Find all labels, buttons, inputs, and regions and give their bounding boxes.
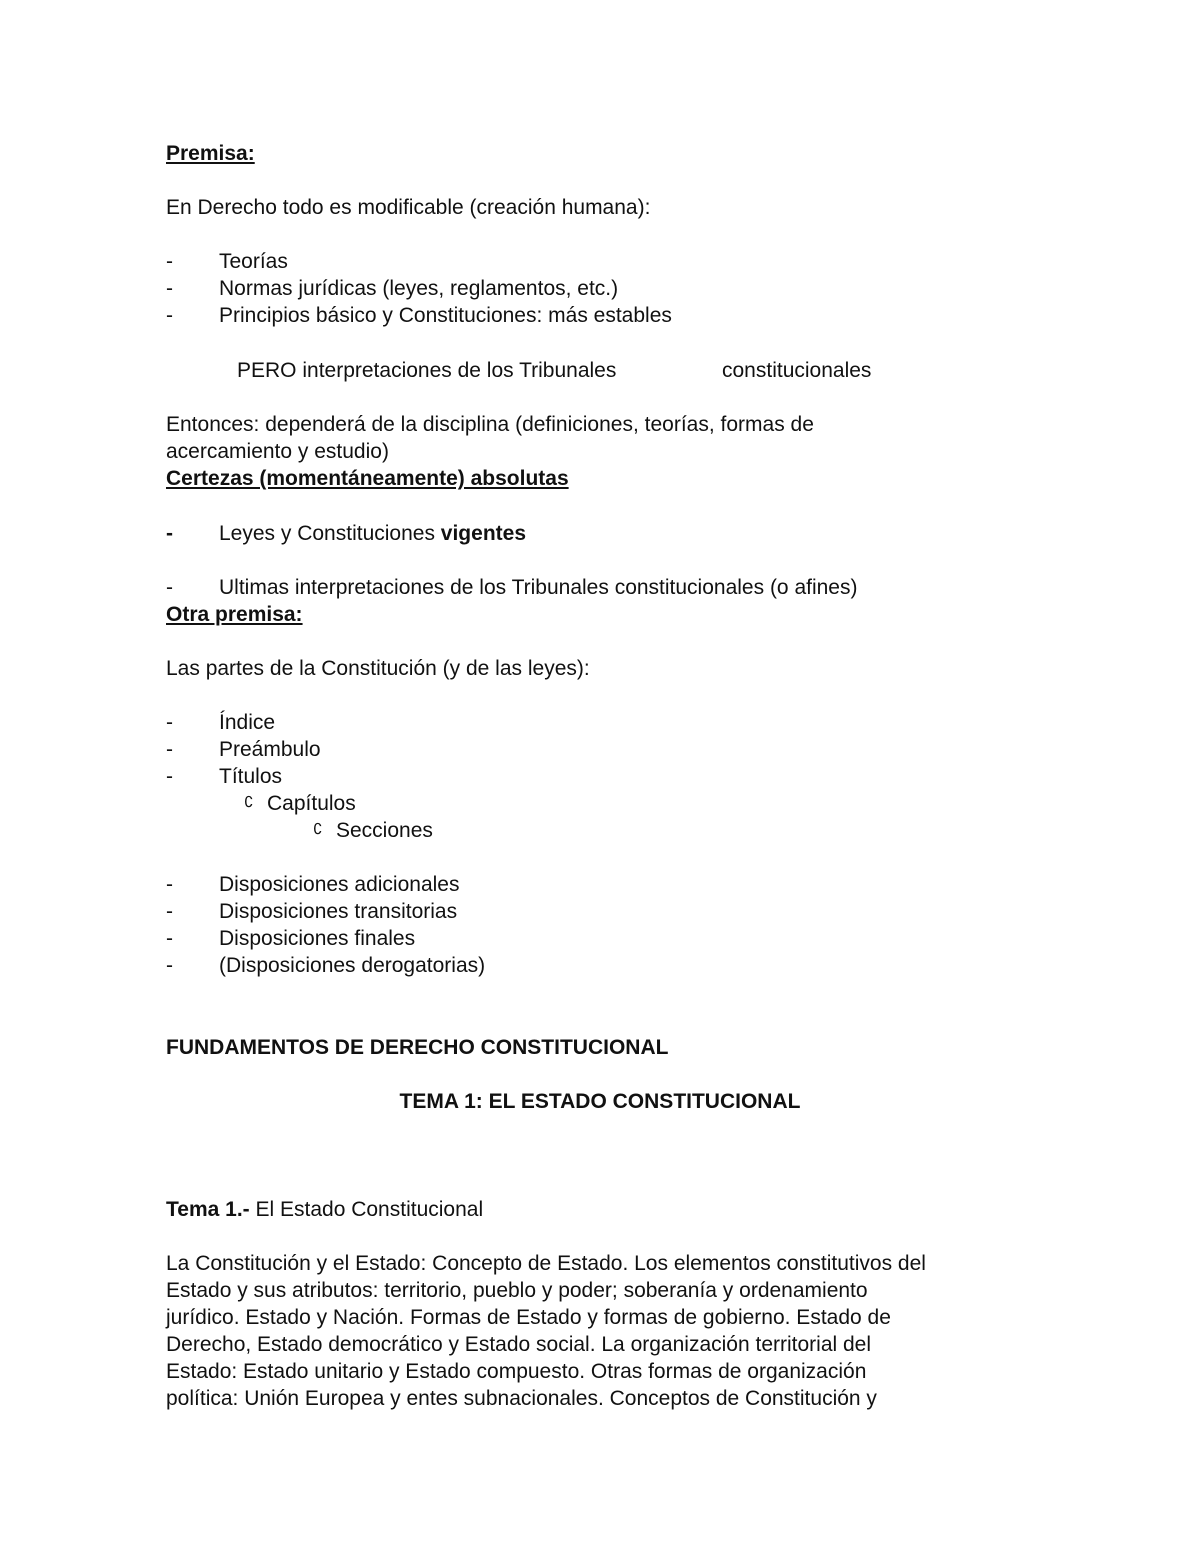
item-text: Leyes y Constituciones (219, 522, 441, 545)
item-emphasis: vigentes (440, 522, 526, 545)
otra-premisa-heading: Otra premisa: (166, 603, 303, 626)
list-item: Disposiciones transitorias (219, 900, 458, 923)
tema-title: TEMA 1: EL ESTADO CONSTITUCIONAL (399, 1090, 801, 1113)
list-item: Índice (219, 711, 276, 734)
entonces-line: acercamiento y estudio) (166, 440, 389, 463)
otra-premisa-intro: Las partes de la Constitución (y de las leyes): (166, 657, 590, 680)
list-item: Ultimas interpretaciones de los Tribunales constitucionales (o afines) (219, 576, 858, 599)
paragraph-line: Derecho, Estado democrático y Estado social. La organización territorial del (166, 1333, 872, 1356)
entonces-line: Entonces: dependerá de la disciplina (definiciones, teorías, formas de (166, 413, 814, 436)
list-dash: - (166, 277, 173, 300)
tema-line (166, 1196, 483, 1223)
tema-label: Tema 1.- (166, 1198, 250, 1221)
list-dash: - (166, 250, 173, 273)
paragraph-line: política: Unión Europea y entes subnacionales. Conceptos de Constitución y (166, 1387, 877, 1410)
list-dash: - (166, 576, 173, 599)
certezas-heading: Certezas (momentáneamente) absolutas (166, 467, 569, 490)
paragraph-line: jurídico. Estado y Nación. Formas de Estado y formas de gobierno. Estado de (166, 1306, 891, 1329)
list-dash: - (166, 927, 173, 950)
list-dash: - (166, 873, 173, 896)
list-item: Títulos (219, 765, 283, 788)
pero-text-right: constitucionales (722, 359, 872, 382)
paragraph-line: La Constitución y el Estado: Concepto de Estado. Los elementos constitutivos del (166, 1252, 926, 1275)
sub-list-item: Secciones (336, 819, 433, 842)
list-dash: - (166, 522, 173, 545)
list-item: Disposiciones adicionales (219, 873, 460, 896)
list-item: Normas jurídicas (leyes, reglamentos, etc.) (219, 277, 619, 300)
list-dash: - (166, 765, 173, 788)
list-dash: - (166, 304, 173, 327)
list-item: Principios básico y Constituciones: más estables (219, 304, 672, 327)
list-item (219, 520, 526, 547)
list-item: Teorías (219, 250, 288, 273)
list-dash: - (166, 900, 173, 923)
fundamentos-heading: FUNDAMENTOS DE DERECHO CONSTITUCIONAL (166, 1036, 669, 1059)
list-dash: - (166, 711, 173, 734)
premisa-intro: En Derecho todo es modificable (creación humana): (166, 196, 651, 219)
list-item: (Disposiciones derogatorias) (219, 954, 486, 977)
sub-list-item: Capítulos (267, 792, 356, 815)
list-item: Disposiciones finales (219, 927, 416, 950)
paragraph-line: Estado: Estado unitario y Estado compuesto. Otras formas de organización (166, 1360, 867, 1383)
bullet-icon: ∁ (313, 821, 323, 838)
paragraph-line: Estado y sus atributos: territorio, pueblo y poder; soberanía y ordenamiento (166, 1279, 868, 1302)
pero-text: PERO interpretaciones de los Tribunales (237, 359, 617, 382)
tema-name: El Estado Constitucional (249, 1198, 484, 1221)
premisa-heading: Premisa: (166, 142, 255, 165)
list-dash: - (166, 738, 173, 761)
list-item: Preámbulo (219, 738, 321, 761)
bullet-icon: ∁ (244, 794, 254, 811)
list-dash: - (166, 954, 173, 977)
